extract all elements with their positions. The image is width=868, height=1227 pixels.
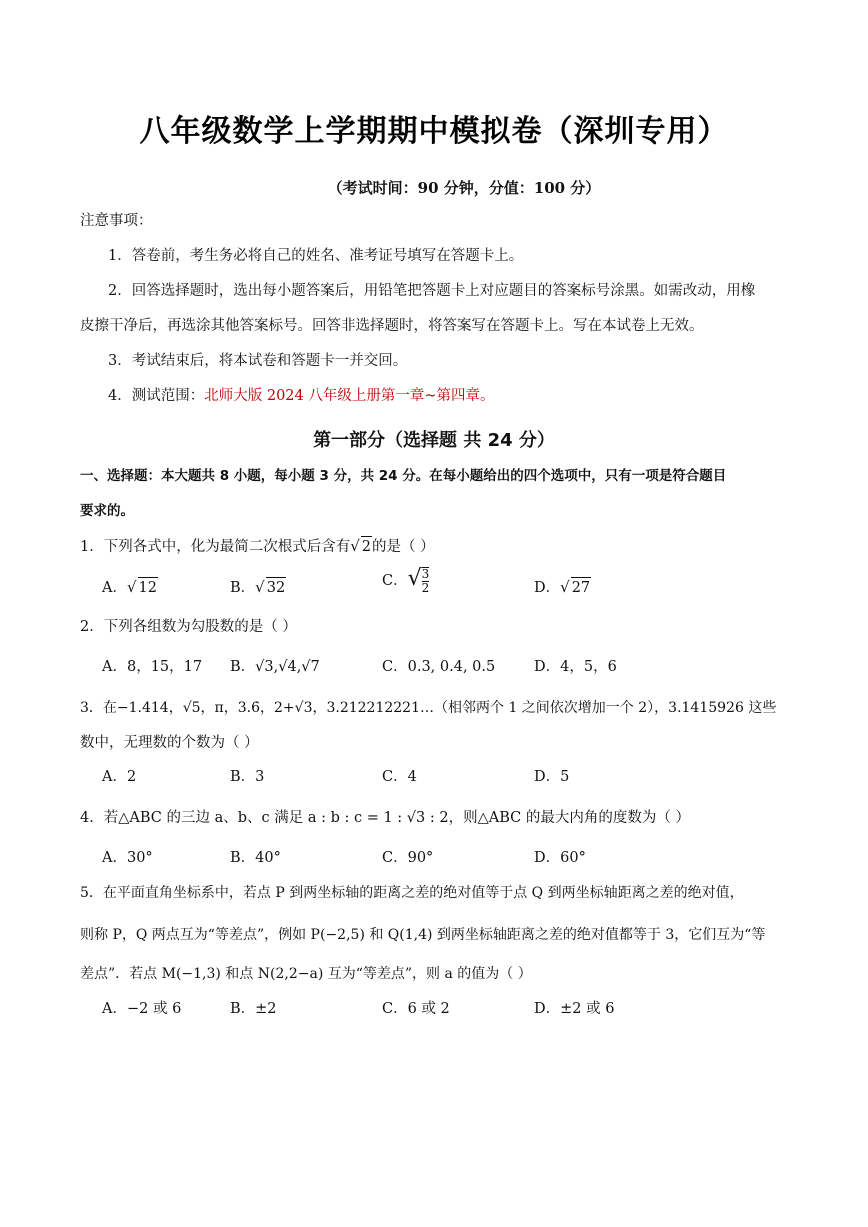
section-intro-1: 一、选择题：本大题共 8 小题，每小题 3 分，共 24 分。在每小题给出的四个选项中，只有一项是符合题目 — [80, 468, 727, 484]
notice-heading: 注意事项： — [80, 213, 153, 229]
question-4-option-a: A．30° — [102, 850, 153, 866]
notice-item-2-cont: 皮擦干净后，再选涂其他答案标号。回答非选择题时，将答案写在答题卡上。写在本试卷上无效。 — [80, 318, 704, 334]
question-5-stem-2: 则称 P，Q 两点互为“等差点”，例如 P(−2,5) 和 Q(1,4) 到两坐标轴距离之差的绝对值都等于 3，它们互为“等 — [80, 927, 766, 943]
question-1-option-b: B．√ 32 — [230, 578, 286, 596]
notice-item-4 — [108, 386, 495, 406]
question-2-option-d: D．4，5，6 — [534, 659, 617, 675]
section-intro-2: 要求的。 — [80, 503, 134, 519]
question-3-option-a: A．2 — [102, 769, 137, 785]
question-3-stem-1: 3．在−1.414，√5，π，3.6̇，2+√3，3.212212221…（相邻两个 1 之间依次增加一个 2），3.1415926 这些 — [80, 700, 777, 716]
scope-value: 北师大版 2024 八年级上册第一章~第四章。 — [204, 388, 495, 404]
question-3-stem-2: 数中，无理数的个数为（ ） — [80, 735, 259, 751]
question-5-stem-1: 5．在平面直角坐标系中，若点 P 到两坐标轴的距离之差的绝对值等于点 Q 到两坐标轴距离之差的绝对值， — [80, 885, 744, 901]
question-3-option-d: D．5 — [534, 769, 570, 785]
question-4-stem: 4．若△ABC 的三边 a、b、c 满足 a : b : c = 1 : √3 : 2，则△ABC 的最大内角的度数为（ ） — [80, 810, 690, 826]
question-4-option-d: D．60° — [534, 850, 586, 866]
question-4-option-c: C．90° — [382, 850, 434, 866]
question-5-option-d: D．±2 或 6 — [534, 1001, 615, 1017]
question-5-option-a: A．−2 或 6 — [102, 1001, 182, 1017]
page-title: 八年级数学上学期期中模拟卷（深圳专用） — [139, 114, 729, 149]
scope-label: 4．测试范围： — [108, 388, 205, 404]
notice-item-1: 1．答卷前，考生务必将自己的姓名、准考证号填写在答题卡上。 — [108, 248, 524, 264]
radicand: 2 — [361, 536, 372, 557]
exam-time-score: （考试时间：90 分钟，分值：100 分） — [327, 179, 601, 197]
question-5-option-b: B．±2 — [230, 1001, 277, 1017]
question-4-option-b: B．40° — [230, 850, 281, 866]
question-3-option-b: B．3 — [230, 769, 265, 785]
notice-item-3: 3．考试结束后，将本试卷和答题卡一并交回。 — [108, 353, 408, 369]
question-5-stem-3: 差点”．若点 M(−1,3) 和点 N(2,2−a) 互为“等差点”，则 a 的值为（ ） — [80, 966, 532, 982]
notice-item-2: 2．回答选择题时，选出每小题答案后，用铅笔把答题卡上对应题目的答案标号涂黑。如需改动，用橡 — [108, 283, 756, 299]
question-1-option-c: C．√ $\frac{3}{2}$ — [382, 566, 430, 595]
question-1-option-d: D．√ 27 — [534, 578, 591, 596]
question-2-option-b: B．√3,√4,√7 — [230, 659, 320, 675]
question-2-option-c: C．0.3, 0.4, 0.5 — [382, 659, 496, 675]
question-1-option-a: A．√ 12 — [102, 578, 157, 596]
section-title: 第一部分（选择题 共 24 分） — [313, 430, 555, 451]
question-3-option-c: C．4 — [382, 769, 417, 785]
question-1-stem: 1．下列各式中，化为最简二次根式后含有√ 2的是（ ） — [80, 537, 435, 555]
question-2-stem: 2．下列各组数为勾股数的是（ ） — [80, 619, 297, 635]
question-5-option-c: C．6 或 2 — [382, 1001, 450, 1017]
question-2-option-a: A．8，15，17 — [102, 659, 203, 675]
